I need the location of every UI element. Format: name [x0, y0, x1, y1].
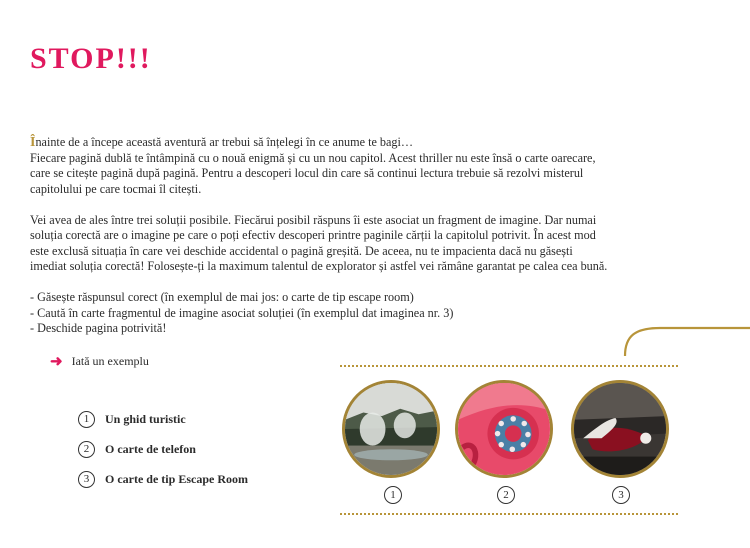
option-number: 2 [78, 441, 95, 458]
image-fragment-3 [571, 380, 669, 478]
decorative-gold-curve [620, 318, 750, 358]
intro-paragraph-2: Vei avea de ales între trei soluții posibile. Fiecărui posibil răspuns îi este asociat un fragment de imagine. Dar numai soluția corectă are o imagine pe care o poți efectiv descoperi printre paginile cărții la capitolul potrivit. În acest mod este exclusă situația în care vei deschide accidental o pagină greșită. De aceea, nu te impacienta dacă nu găsești imediat soluția corectă! Folosește-ți la maximum talentul de explorator și astfel vei rămâne garantat pe calea cea bună. [30, 212, 608, 273]
dropcap: Î [30, 135, 36, 150]
image-number-3: 3 [612, 486, 630, 504]
answer-options [78, 409, 248, 499]
step-item: - Găsește răspunsul corect (în exemplul de mai jos: o carte de tip escape room) [30, 290, 414, 304]
page-title: STOP!!! [30, 42, 152, 75]
step-item: - Deschide pagina potrivită! [30, 321, 167, 335]
intro-paragraph-1 [30, 135, 608, 197]
right-arrow-icon: ➜ [50, 353, 63, 370]
option-number: 3 [78, 471, 95, 488]
dotted-divider-top [340, 365, 678, 367]
image-fragment-1 [342, 380, 440, 478]
steps-list [30, 290, 608, 337]
step-item: - Caută în carte fragmentul de imagine asociat soluției (în exemplul dat imaginea nr. 3) [30, 305, 454, 320]
answer-option-2 [78, 439, 248, 459]
option-number: 1 [78, 411, 95, 428]
intro-para-1: Fiecare pagină dublă te întâmpină cu o nouă enigmă și cu un nou capitol. Acest thriller nu este însă o carte oarecare, care se citește pagină după pagină. Pentru a descoperi locul din care să continui lectura trebuie să rezolvi misterul capitolului pe care tocmai îl citești. [30, 150, 596, 196]
example-label: Iată un exemplu [71, 354, 149, 368]
intro-text [30, 135, 608, 337]
image-fragment-2 [455, 380, 553, 478]
option-label: O carte de tip Escape Room [105, 471, 248, 486]
image-number-2: 2 [497, 486, 515, 504]
answer-option-1 [78, 409, 248, 429]
option-label: Un ghid turistic [105, 411, 186, 426]
example-heading [50, 354, 149, 369]
intro-line-1: nainte de a începe această aventură ar trebui să înțelegi în ce anume te bagi… [35, 135, 414, 149]
answer-option-3 [78, 469, 248, 489]
dotted-divider-bottom [340, 513, 678, 515]
image-number-1: 1 [384, 486, 402, 504]
option-label: O carte de telefon [105, 441, 196, 456]
